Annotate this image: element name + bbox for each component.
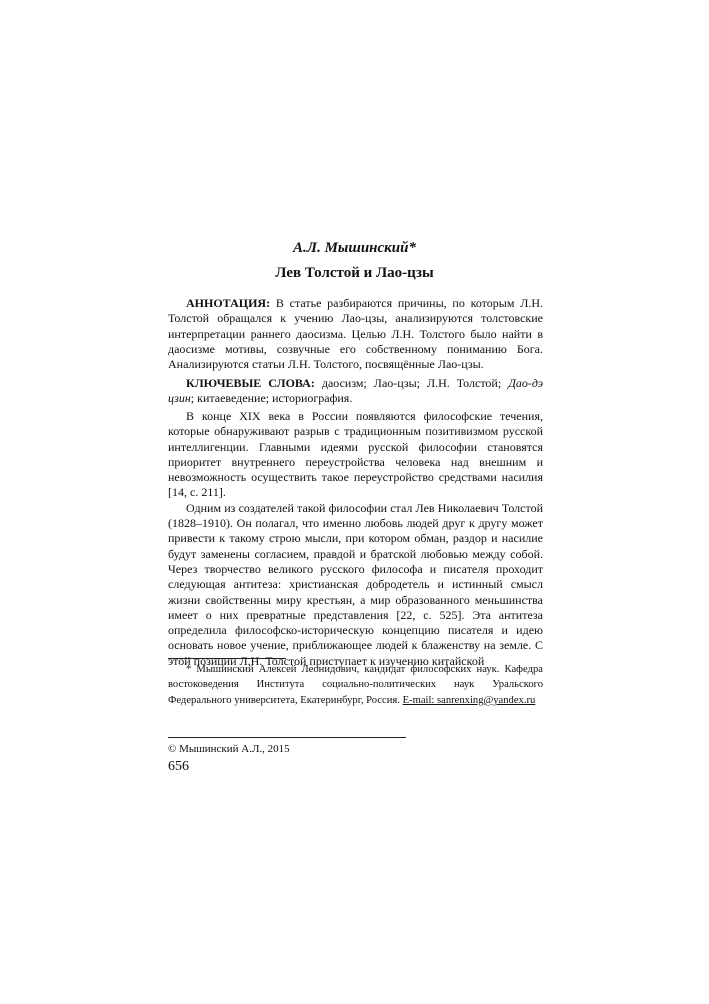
author-email-link[interactable]: E-mail: sanrenxing@yandex.ru	[402, 694, 536, 706]
keywords-text-rest: ; китаеведение; историография.	[190, 391, 353, 406]
abstract-paragraph	[168, 296, 543, 372]
abstract-section	[168, 296, 543, 372]
footnote	[168, 662, 543, 708]
keywords-label: КЛЮЧЕВЫЕ СЛОВА:	[186, 376, 315, 390]
copyright-divider	[168, 737, 406, 738]
copyright-notice: © Мышинский А.Л., 2015	[168, 743, 290, 755]
footnote-divider	[168, 658, 286, 659]
page-number: 656	[168, 759, 189, 774]
keywords-section	[168, 376, 543, 407]
article-title: Лев Толстой и Лао-цзы	[275, 265, 434, 281]
footnote-paragraph	[168, 662, 543, 708]
article-body	[168, 409, 543, 669]
keywords-paragraph	[168, 376, 543, 407]
body-paragraph-2: Одним из создателей такой философии стал Лев Николаевич Толстой (1828–1910). Он полагал, что именно любовь людей друг к другу может привести к такому строю мысли, при котором обман, раздор и насилие будут заменены согласием, правдой и братской любовью между собой. Через творчество великого русского философа и писателя проходит следующая антитеза: христианская добродетель и истинный смысл жизни свойственны миру крестьян, а мир образованного меньшинства имеет о них превратные представления [22, с. 525]. Эта антитеза определила философско-историческую концепцию писателя и идею основать новое учение, приближающее людей к блаженству на земле. С этой позиции Л.Н. Толстой приступает к изучению китайской	[168, 500, 543, 668]
keywords-text: даосизм; Лао-цзы; Л.Н. Толстой;	[321, 376, 502, 390]
abstract-label: АННОТАЦИЯ:	[186, 296, 271, 310]
footnote-text: * Мышинский Алексей Леонидович, кандидат философских наук. Кафедра востоковедения Института социально-политических наук Уральского Федерального университета, Екатеринбург, Россия.	[168, 664, 543, 706]
body-paragraph-1: В конце XIX века в России появляются философские течения, которые обнаруживают разрыв с традиционным позитивизмом русской интеллигенции. Главными идеями русской философии становятся приоритет внутреннего переустройства человека над внешним и невозможность осуществить такое переустройство средствами насилия [14, с. 211].	[168, 409, 543, 500]
abstract-text: В статье разбираются причины, по которым Л.Н. Толстой обращался к учению Лао-цзы, анализируются толстовские интерпретации раннего даосизма. Целью Л.Н. Толстого было найти в даосизме мотивы, созвучные его собственному пониманию Бога. Анализируются статьи Л.Н. Толстого, посвящённые Лао-цзы.	[168, 296, 543, 372]
keywords-italic-term: Дао-дэ цзин	[168, 376, 544, 406]
article-author: А.Л. Мышинский*	[293, 240, 416, 256]
